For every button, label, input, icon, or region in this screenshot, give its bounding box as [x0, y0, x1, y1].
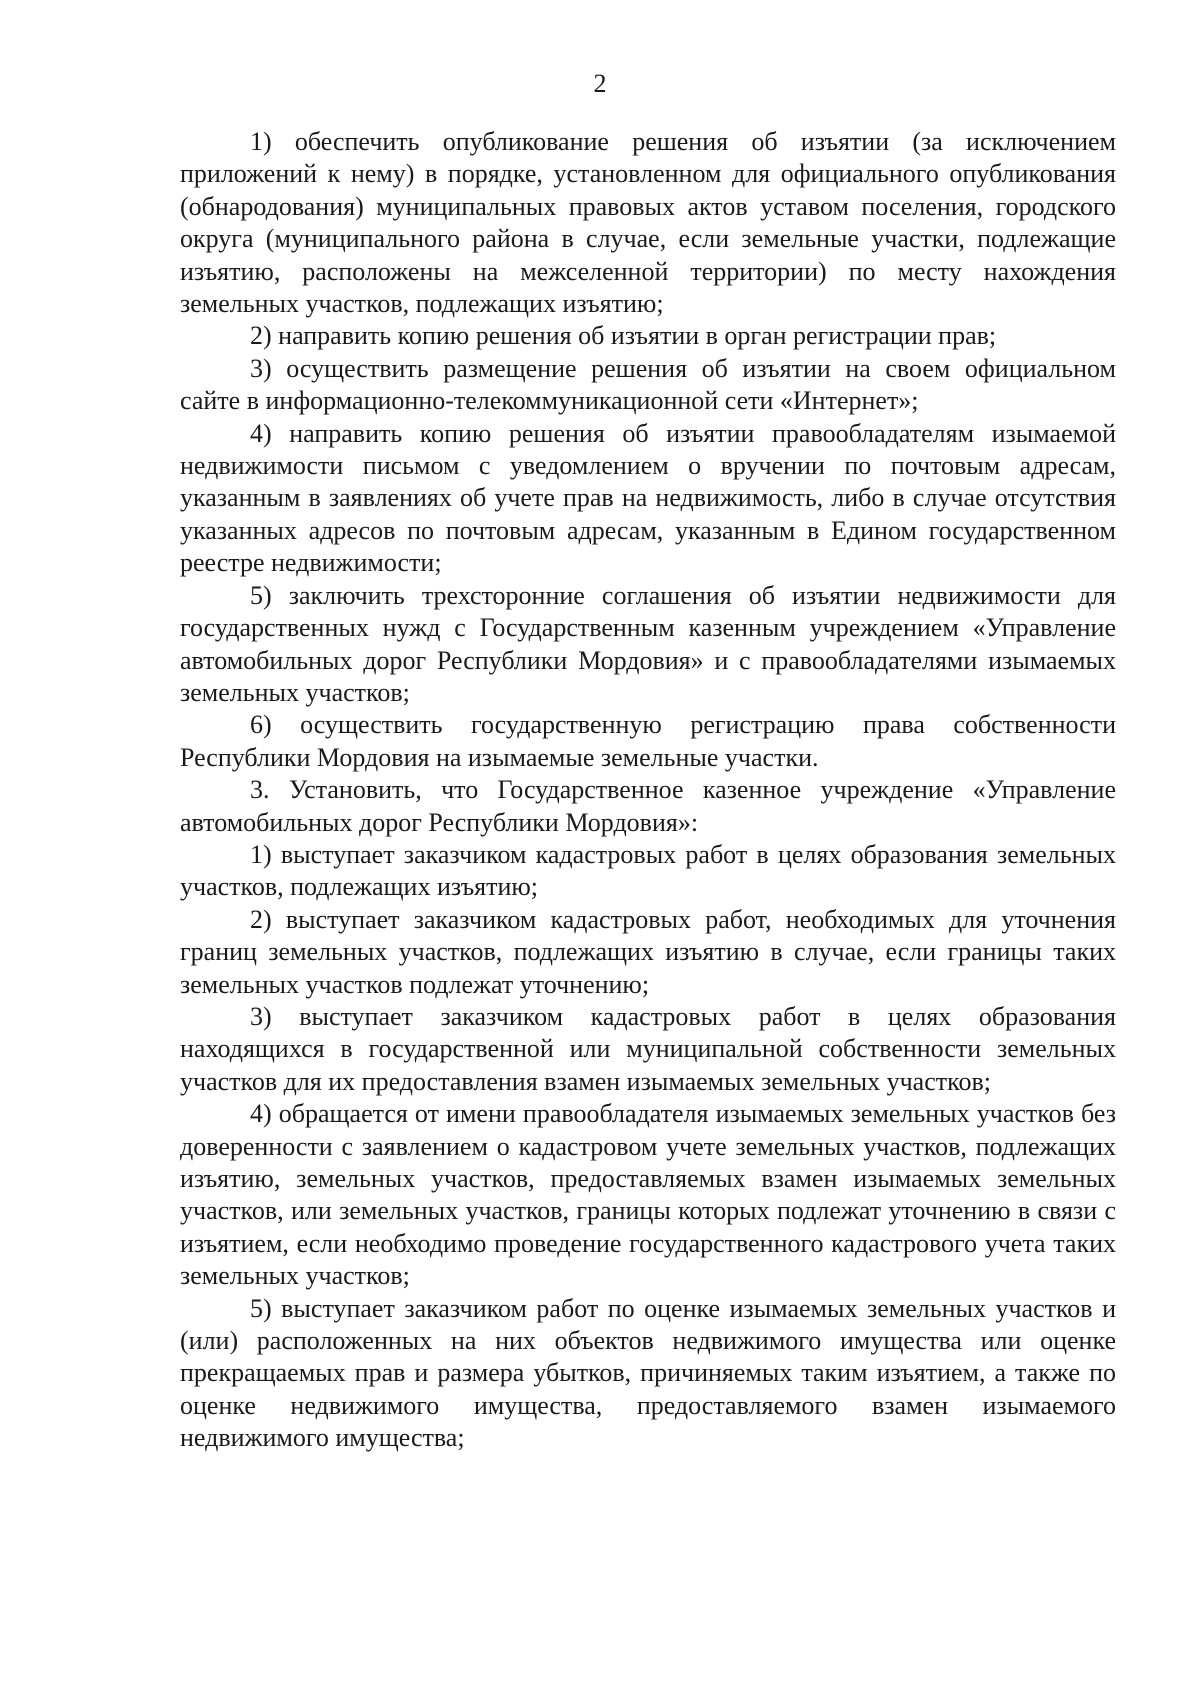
paragraph-5-tripartite-agreements: 5) заключить трехсторонние соглашения об изъятии недвижимости для государственных нужд с Государственным казенным учреждением «Управление автомобильных дорог Республики Мордовия» и с правообладателями изымаемых земельных участков;: [180, 580, 1116, 707]
document-body: [180, 126, 1116, 1455]
section-3-item-2: 2) выступает заказчиком кадастровых работ, необходимых для уточнения границ земельных участков, подлежащих изъятию в случае, если границы таких земельных участков подлежат уточнению;: [180, 904, 1116, 999]
section-3-item-3: 3) выступает заказчиком кадастровых работ в целях образования находящихся в государственной или муниципальной собственности земельных участков для их предоставления взамен изымаемых земельных участков;: [180, 1001, 1116, 1096]
paragraph-3-post-on-website: 3) осуществить размещение решения об изъятии на своем официальном сайте в информационно-телекоммуникационной сети «Интернет»;: [180, 353, 1116, 416]
paragraph-2-send-copy-registry: 2) направить копию решения об изъятии в орган регистрации прав;: [250, 321, 997, 351]
paragraph-6-state-registration: 6) осуществить государственную регистрацию права собственности Республики Мордовия на изымаемые земельные участки.: [180, 710, 1116, 772]
paragraph-1-publish-decision: 1) обеспечить опубликование решения об изъятии (за исключением приложений к нему) в порядке, установленном для официального опубликования (обнародования) муниципальных правовых актов уставом поселения, городского округа (муниципального района в случае, если земельные участки, подлежащие изъятию, расположены на межселенной территории) по месту нахождения земельных участков, подлежащих изъятию;: [180, 127, 1116, 319]
section-3-heading-paragraph: 3. Установить, что Государственное казенное учреждение «Управление автомобильных дорог Республики Мордовия»:: [180, 775, 1116, 837]
section-3-item-4: 4) обращается от имени правообладателя изымаемых земельных участков без доверенности с заявлением о кадастровом учете земельных участков, подлежащих изъятию, земельных участков, предоставляемых взамен изымаемых земельных участков, или земельных участков, границы которых подлежат уточнению в связи с изъятием, если необходимо проведение государственного кадастрового учета таких земельных участков;: [180, 1099, 1116, 1291]
section-3-item-5: 5) выступает заказчиком работ по оценке изымаемых земельных участков и (или) расположенных на них объектов недвижимого имущества или оценке прекращаемых прав и размера убытков, причиняемых таким изъятием, а также по оценке недвижимого имущества, предоставляемого взамен изымаемого недвижимого имущества;: [180, 1293, 1116, 1453]
page-number: 2: [593, 69, 607, 98]
section-3-item-1: 1) выступает заказчиком кадастровых работ в целях образования земельных участков, подлежащих изъятию;: [180, 839, 1116, 902]
paragraph-4-notify-owners: 4) направить копию решения об изъятии правообладателям изымаемой недвижимости письмом с уведомлением о вручении по почтовым адресам, указанным в заявлениях об учете прав на недвижимость, либо в случае отсутствия указанных адресов по почтовым адресам, указанным в Едином государственном реестре недвижимости;: [180, 418, 1116, 578]
